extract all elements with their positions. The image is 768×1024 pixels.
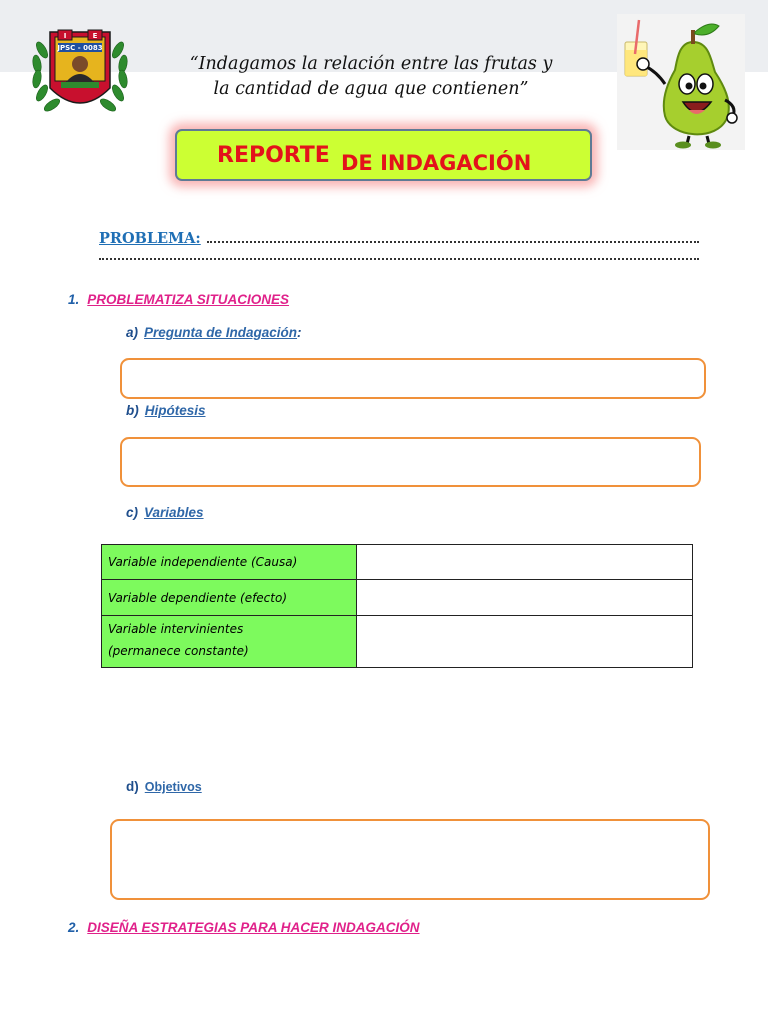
subsection-c-label: Variables	[144, 505, 204, 520]
subsection-b-letter: b)	[126, 403, 139, 418]
section-1-number: 1.	[68, 292, 80, 307]
subsection-c-heading	[126, 505, 204, 520]
subsection-a-letter: a)	[126, 325, 139, 340]
variable-independiente-label: Variable independiente (Causa)	[102, 545, 357, 580]
variable-dependiente-value[interactable]	[357, 580, 693, 616]
section-2-title: DISEÑA ESTRATEGIAS PARA HACER INDAGACIÓN	[87, 920, 420, 935]
crest-initial-right: E	[92, 32, 98, 40]
subsection-d-letter: d)	[126, 779, 139, 794]
subsection-b-heading	[126, 403, 206, 418]
table-row	[102, 580, 693, 616]
variable-intervinientes-label-line1: Variable intervinientes	[108, 622, 244, 636]
report-title-word2: DE INDAGACIÓN	[341, 151, 532, 175]
problema-row	[99, 227, 699, 247]
pregunta-answer-box[interactable]	[120, 358, 706, 399]
variable-dependiente-label: Variable dependiente (efecto)	[102, 580, 357, 616]
subsection-c-letter: c)	[126, 505, 139, 520]
subsection-a-heading	[126, 325, 302, 340]
subsection-b-label: Hipótesis	[144, 403, 206, 418]
variable-intervinientes-label	[102, 616, 357, 668]
section-1-heading	[68, 292, 289, 307]
section-1-title: PROBLEMATIZA SITUACIONES	[87, 292, 290, 307]
hipotesis-answer-box[interactable]	[120, 437, 701, 487]
crest-label: JPSC - 0083	[57, 44, 103, 52]
crest-initial-left: I	[63, 32, 67, 40]
subsection-a-colon: :	[297, 325, 302, 340]
subsection-a-label: Pregunta de Indagación	[144, 325, 298, 340]
objetivos-answer-box[interactable]	[110, 819, 710, 900]
section-2-heading	[68, 920, 420, 935]
table-row	[102, 545, 693, 580]
variables-table	[101, 544, 693, 668]
variable-intervinientes-label-line2: (permanece constante)	[108, 644, 249, 658]
variable-intervinientes-value[interactable]	[357, 616, 693, 668]
report-title-banner	[175, 129, 592, 181]
school-crest-logo	[28, 22, 132, 122]
section-2-number: 2.	[68, 920, 80, 935]
laurel-crest-icon	[28, 22, 132, 122]
problema-label: PROBLEMA:	[99, 230, 201, 247]
problema-fill-line[interactable]	[207, 241, 699, 243]
title-line-2: la cantidad de agua que contienen”	[213, 79, 529, 99]
report-title-word1: REPORTE	[217, 143, 330, 168]
page-title	[140, 52, 602, 102]
variable-independiente-value[interactable]	[357, 545, 693, 580]
subsection-d-heading	[126, 779, 202, 794]
title-line-1: “Indagamos la relación entre las frutas y	[189, 54, 553, 74]
subsection-d-label: Objetivos	[144, 780, 202, 794]
table-row	[102, 616, 693, 668]
problema-fill-line-2[interactable]	[99, 258, 699, 260]
pear-mascot-with-juice-icon	[617, 14, 745, 150]
